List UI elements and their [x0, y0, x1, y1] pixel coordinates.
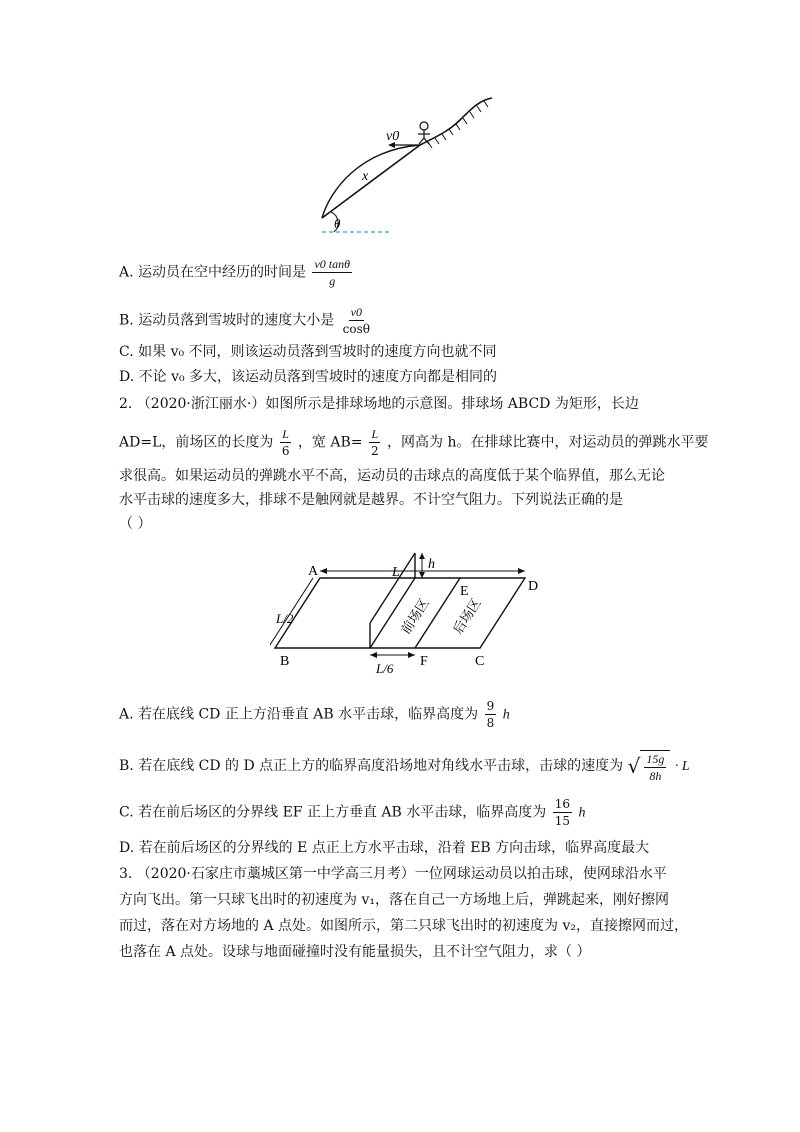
label-d: D: [528, 579, 539, 594]
q2-answer-blank: （ ）: [119, 516, 152, 532]
q1-option-b: [119, 306, 374, 335]
q2-option-a-fraction: [485, 700, 497, 729]
q2-option-b-sqrt: √ $\frac{15g}{8h}$: [628, 750, 671, 782]
label-f: F: [420, 654, 428, 669]
q2-option-a-text: A. 若在底线 CD 正上方沿垂直 AB 水平击球，临界高度为: [119, 706, 479, 723]
q2-option-c-unit: h: [578, 805, 586, 821]
q1-option-b-text: B. 运动员落到雪坡时的速度大小是: [119, 312, 335, 329]
label-back-zone: 后场区: [449, 595, 484, 637]
label-h: h: [428, 557, 435, 572]
label-b: B: [280, 654, 290, 669]
q2-stem-text: ，网高为 h。在排球比赛中，对运动员的弹跳水平要: [387, 434, 709, 451]
q1-option-d: D. 不论 v₀ 多大，该运动员落到雪坡时的速度方向都是相同的: [119, 369, 498, 385]
q1-option-c: C. 如果 v₀ 不同，则该运动员落到雪坡时的速度方向也就不同: [119, 344, 497, 360]
label-c: C: [475, 654, 485, 669]
label-l-half: L/2: [276, 611, 294, 626]
ski-slope-figure: [300, 90, 510, 240]
label-l-sixth: L/6: [376, 661, 394, 675]
fraction-numerator: L: [282, 427, 289, 441]
q2-option-a-unit: h: [502, 707, 510, 723]
q3-line-2: 方向飞出。第一只球飞出时的初速度为 v₁，落在自己一方场地上后，弹跳起来，刚好擦网: [119, 892, 669, 908]
q2-width-fraction: [369, 428, 381, 457]
q2-option-a: [119, 700, 510, 729]
q2-stem-text: ，宽 AB=: [297, 434, 363, 451]
q2-option-c: [119, 798, 585, 827]
label-l: L: [392, 565, 400, 580]
fraction-numerator: 16: [554, 797, 570, 811]
q1-option-a: [119, 258, 354, 287]
fraction-numerator: 15g: [646, 752, 665, 766]
q2-option-c-fraction: [553, 798, 572, 827]
q2-stem-line-2: [119, 428, 709, 457]
q2-stem-line-4: 水平击球的速度多大，排球不是触网就是越界。不计空气阻力。下列说法正确的是: [119, 492, 623, 508]
q3-line-4: 也落在 A 点处。设球与地面碰撞时没有能量损失，且不计空气阻力，求（ ）: [119, 944, 591, 960]
q1-option-a-fraction: [312, 258, 352, 287]
q2-option-c-text: C. 若在前后场区的分界线 EF 正上方垂直 AB 水平击球，临界高度为: [119, 804, 547, 821]
fraction-denominator: 8h: [649, 769, 662, 783]
fraction-denominator: g: [329, 274, 336, 288]
label-front-zone: 前场区: [397, 595, 432, 637]
fraction-denominator: cosθ: [342, 322, 370, 336]
label-e: E: [460, 584, 469, 599]
fraction-denominator: 6: [281, 444, 290, 458]
q2-stem-line-3: 求很高。如果运动员的弹跳水平不高，运动员的击球点的高度低于某个临界值，那么无论: [119, 468, 665, 484]
q2-option-d: D. 若在前后场区的分界线的 E 点正上方水平击球，沿着 EB 方向击球，临界高度最大: [119, 840, 650, 856]
q2-front-length-fraction: [280, 428, 292, 457]
q3-line-3: 而过，落在对方场地的 A 点处。如图所示，第二只球飞出时的初速度为 v₂，直接擦网而过，: [119, 918, 688, 934]
q2-stem-text: AD=L，前场区的长度为: [119, 434, 274, 451]
theta-label: θ: [334, 216, 341, 231]
x-label: x: [362, 169, 369, 184]
fraction-numerator: v0 tanθ: [314, 257, 351, 271]
fraction-denominator: 2: [370, 444, 379, 458]
fraction-denominator: 15: [554, 814, 570, 828]
q1-option-b-fraction: [341, 306, 372, 335]
q2-option-b-text: B. 若在底线 CD 的 D 点正上方的临界高度沿场地对角线水平击球，击球的速度为: [119, 758, 624, 774]
fraction-denominator: 8: [486, 716, 495, 730]
label-a: A: [308, 564, 319, 579]
q2-stem-line-1: 2. （2020·浙江丽水·）如图所示是排球场地的示意图。排球场 ABCD 为矩形，长边: [119, 396, 639, 412]
q1-option-a-text: A. 运动员在空中经历的时间是: [119, 264, 307, 281]
q2-option-b-suffix: · L: [674, 759, 690, 774]
volleyball-court-figure: [270, 543, 560, 675]
q2-option-b: [119, 750, 690, 782]
q3-line-1: 3. （2020·石家庄市藁城区第一中学高三月考）一位网球运动员以拍击球，使网球沿水平: [119, 866, 667, 882]
fraction-numerator: 9: [486, 699, 495, 713]
v0-label: v0: [386, 129, 400, 144]
fraction-numerator: v0: [350, 305, 362, 319]
fraction-numerator: L: [371, 427, 379, 441]
